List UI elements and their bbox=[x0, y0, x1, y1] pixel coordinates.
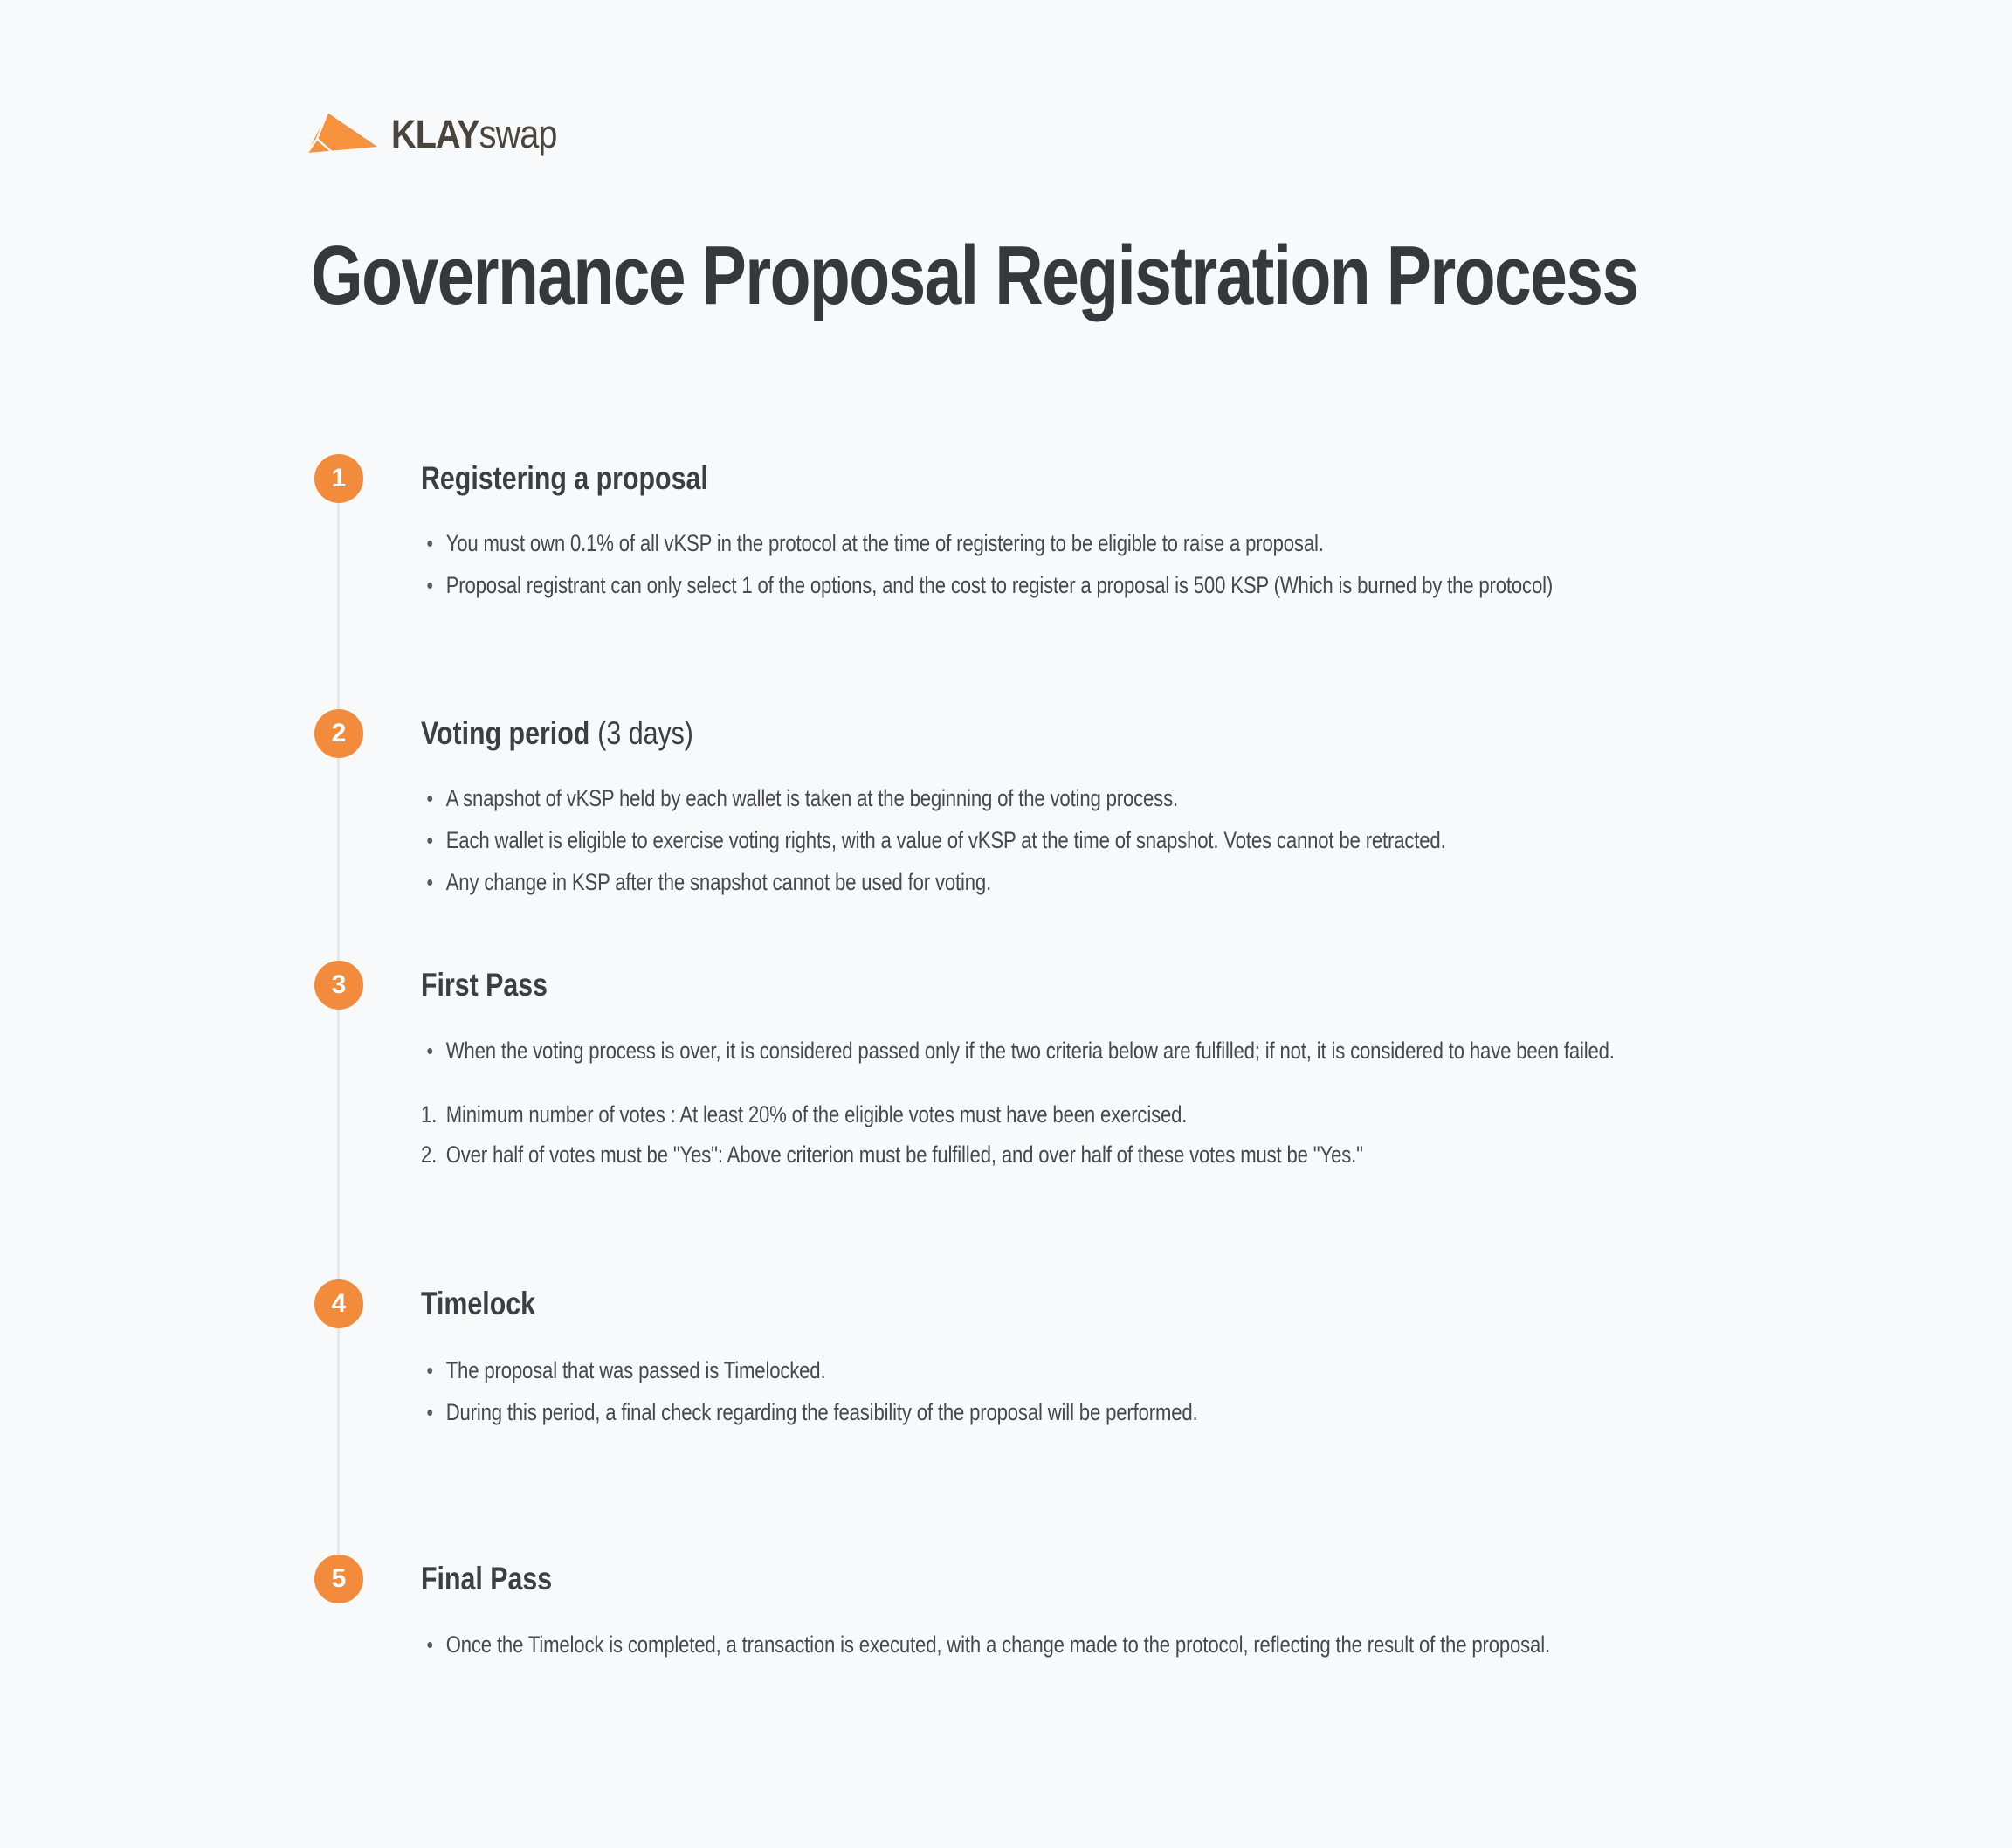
step-title-text: Timelock bbox=[421, 1286, 535, 1321]
step-number-badge bbox=[314, 454, 363, 503]
logo-brand-light: swap bbox=[479, 112, 557, 156]
step-number: 5 bbox=[331, 1564, 347, 1593]
numbered-item: Over half of votes must be "Yes": Above criterion must be fulfilled, and over half of these votes must be "Yes." bbox=[445, 1141, 1363, 1168]
step-bullet-list bbox=[421, 1349, 1368, 1433]
step-title bbox=[421, 961, 548, 1010]
step-bullet-list bbox=[421, 1030, 1877, 1072]
step-title bbox=[421, 1279, 535, 1328]
step-bullet-list bbox=[421, 777, 1671, 903]
klayswap-triangle-icon bbox=[307, 113, 377, 156]
step-title bbox=[421, 1555, 552, 1603]
timeline-connector-line bbox=[337, 758, 340, 961]
bullet-item: Each wallet is eligible to exercise voting rights, with a value of vKSP at the time of snapshot. Votes cannot be retracted. bbox=[421, 819, 1446, 861]
step-bullet-list bbox=[421, 522, 1802, 606]
bullet-item: The proposal that was passed is Timelocked. bbox=[421, 1349, 1198, 1391]
logo-brand-bold: KLAY bbox=[391, 112, 479, 156]
step-title bbox=[421, 709, 693, 758]
step-title-text: First Pass bbox=[421, 967, 548, 1003]
bullet-item: A snapshot of vKSP held by each wallet is taken at the beginning of the voting process. bbox=[421, 777, 1446, 819]
bullet-item: During this period, a final check regarding the feasibility of the proposal will be performed. bbox=[421, 1391, 1198, 1433]
step-bullet-list bbox=[421, 1624, 1798, 1665]
bullet-item: When the voting process is over, it is considered passed only if the two criteria below are fulfilled; if not, it is considered to have been failed. bbox=[421, 1030, 1615, 1072]
timeline-connector-line bbox=[337, 503, 340, 709]
bullet-item: You must own 0.1% of all vKSP in the protocol at the time of registering to be eligible to raise a proposal. bbox=[421, 522, 1553, 564]
step-title-text: Registering a proposal bbox=[421, 460, 708, 496]
bullet-item: Any change in KSP after the snapshot cannot be used for voting. bbox=[421, 861, 1446, 903]
timeline-connector-line bbox=[337, 1010, 340, 1279]
step-number-badge bbox=[314, 961, 363, 1010]
step-number: 1 bbox=[331, 464, 347, 493]
step-number: 3 bbox=[331, 970, 347, 999]
bullet-item: Proposal registrant can only select 1 of the options, and the cost to register a proposal is 500 KSP (Which is burned by the protocol) bbox=[421, 564, 1553, 606]
numbered-item: Minimum number of votes : At least 20% of the eligible votes must have been exercised. bbox=[445, 1101, 1188, 1127]
step-numbered-list bbox=[421, 1094, 1570, 1175]
klayswap-logo bbox=[307, 112, 579, 157]
logo-wordmark bbox=[391, 112, 557, 157]
step-number-badge bbox=[314, 1555, 363, 1603]
bullet-item: Once the Timelock is completed, a transaction is executed, with a change made to the protocol, reflecting the result of the proposal. bbox=[421, 1624, 1550, 1665]
step-number-badge bbox=[314, 1279, 363, 1328]
step-title bbox=[421, 454, 708, 503]
step-title-text: Final Pass bbox=[421, 1561, 553, 1596]
page-title: Governance Proposal Registration Process bbox=[311, 229, 1638, 322]
step-title-suffix: (3 days) bbox=[597, 715, 693, 751]
step-number: 2 bbox=[331, 719, 347, 748]
step-title-text: Voting period bbox=[421, 715, 590, 751]
step-number-badge bbox=[314, 709, 363, 758]
step-number: 4 bbox=[331, 1289, 347, 1318]
timeline-connector-line bbox=[337, 1328, 340, 1555]
